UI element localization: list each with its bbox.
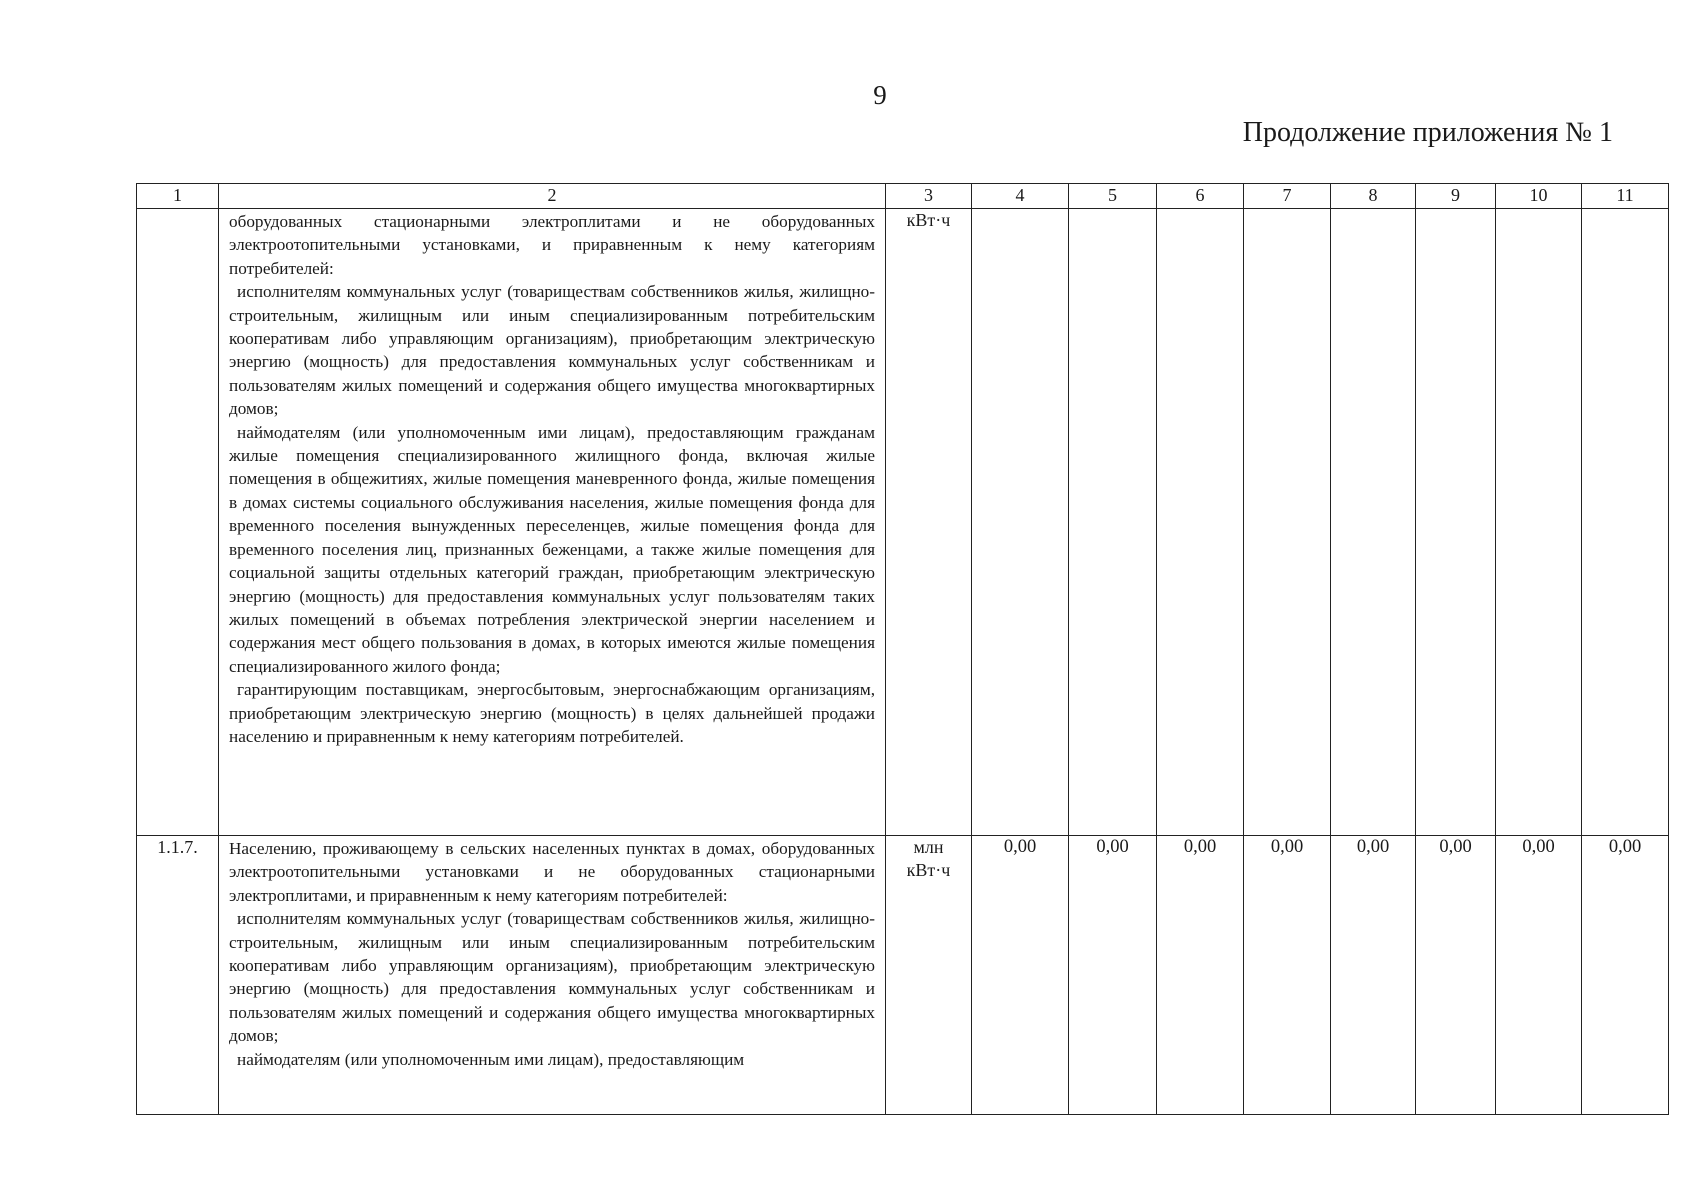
value-cell: 0,00 <box>1244 836 1331 1115</box>
unit-line: кВт·ч <box>906 860 951 881</box>
description-item: исполнителям коммунальных услуг (товариществам собственников жилья, жилищно-строительным, жилищным или иным специализированным потребительским кооперативам либо управляющим организациям), приобретающим электрическую энергию (мощность) для предоставления коммунальных услуг собственникам и пользователям жилых помещений и содержания общего имущества многоквартирных домов; <box>229 282 875 419</box>
description-item: исполнителям коммунальных услуг (товариществам собственников жилья, жилищно-строительным, жилищным или иным специализированным потребительским кооперативам либо управляющим организациям), приобретающим электрическую энергию (мощность) для предоставления коммунальных услуг собственникам и пользователям жилых помещений и содержания общего имущества многоквартирных домов; <box>229 909 875 1046</box>
header-cell: 9 <box>1416 184 1496 209</box>
unit-cell <box>886 836 972 1115</box>
value-cell: 0,00 <box>1582 836 1669 1115</box>
value-cell <box>1157 209 1244 836</box>
header-cell: 4 <box>972 184 1069 209</box>
row-description <box>219 209 886 836</box>
description-item: наймодателям (или уполномоченным ими лицам), предоставляющим <box>237 1049 745 1069</box>
table-row-continuation <box>137 209 1669 836</box>
value-cell: 0,00 <box>1496 836 1582 1115</box>
description-item: наймодателям (или уполномоченным ими лицам), предоставляющим гражданам жилые помещения специализированного жилищного фонда, включая жилые помещения в общежитиях, жилые помещения маневренного фонда, жилые помещения в домах системы социального обслуживания населения, жилые помещения фонда для временного поселения вынужденных переселенцев, жилые помещения фонда для временного поселения лиц, признанных беженцами, а также жилые помещения для социальной защиты отдельных категорий граждан, приобретающим электрическую энергию (мощность) для предоставления коммунальных услуг пользователям таких жилых помещений в объемах потребления электрической энергии населением и содержания мест общего пользования в домах, в которых имеются жилые помещения специализированного жилого фонда; <box>229 422 875 676</box>
value-cell <box>1416 209 1496 836</box>
header-cell: 7 <box>1244 184 1331 209</box>
appendix-title: Продолжение приложения № 1 <box>1242 117 1613 148</box>
description-intro: Населению, проживающему в сельских населенных пунктах в домах, оборудованных электроотопительными установками и не оборудованных стационарными электроплитами, и приравненным к нему категориям потребителей: <box>229 839 875 905</box>
page-number: 9 <box>873 80 887 110</box>
unit-cell: кВт·ч <box>886 209 972 836</box>
value-cell: 0,00 <box>1157 836 1244 1115</box>
header-cell: 1 <box>137 184 219 209</box>
appendix-table <box>136 183 1669 1115</box>
value-cell <box>1069 209 1157 836</box>
value-cell: 0,00 <box>1331 836 1416 1115</box>
header-cell: 6 <box>1157 184 1244 209</box>
value-cell <box>1244 209 1331 836</box>
value-cell <box>1582 209 1669 836</box>
header-cell: 11 <box>1582 184 1669 209</box>
value-cell: 0,00 <box>1069 836 1157 1115</box>
row-number <box>137 209 219 836</box>
row-number: 1.1.7. <box>137 836 219 1115</box>
table-header-row <box>137 184 1669 209</box>
header-cell: 10 <box>1496 184 1582 209</box>
unit-line: млн <box>913 837 944 857</box>
value-cell <box>972 209 1069 836</box>
header-cell: 2 <box>219 184 886 209</box>
header-cell: 3 <box>886 184 972 209</box>
row-description <box>219 836 886 1115</box>
value-cell <box>1496 209 1582 836</box>
table-row-1-1-7 <box>137 836 1669 1115</box>
value-cell: 0,00 <box>1416 836 1496 1115</box>
description-intro: оборудованных стационарными электроплитами и не оборудованных электроотопительными установками, и приравненным к нему категориям потребителей: <box>229 212 875 278</box>
header-cell: 5 <box>1069 184 1157 209</box>
header-cell: 8 <box>1331 184 1416 209</box>
value-cell <box>1331 209 1416 836</box>
value-cell: 0,00 <box>972 836 1069 1115</box>
description-item: гарантирующим поставщикам, энергосбытовым, энергоснабжающим организациям, приобретающим электрическую энергию (мощность) в целях дальнейшей продажи населению и приравненным к нему категориям потребителей. <box>229 680 875 746</box>
